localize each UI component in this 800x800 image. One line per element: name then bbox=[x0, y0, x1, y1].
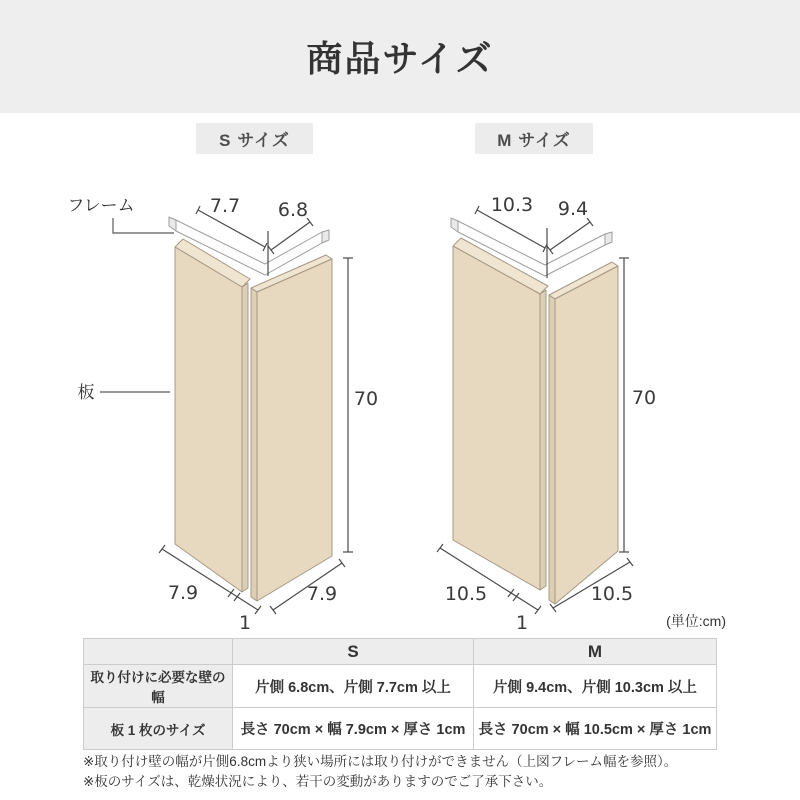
row-label-board-size: 板 1 枚のサイズ bbox=[84, 708, 233, 750]
tick bbox=[255, 606, 261, 614]
m-dim-bottom-right: 10.5 bbox=[590, 583, 634, 605]
cell-wall-width-s: 片側 6.8cm、片側 7.7cm 以上 bbox=[233, 665, 474, 708]
size-tag-s: S サイズ bbox=[196, 123, 313, 154]
unit-note: (単位:cm) bbox=[666, 613, 726, 629]
m-left-board-front-face bbox=[453, 246, 540, 590]
size-spec-table bbox=[83, 638, 717, 750]
m-left-board-edge-face bbox=[540, 290, 546, 590]
s-left-board-edge-face bbox=[242, 283, 248, 592]
s-right-board-edge-face bbox=[251, 288, 257, 601]
diagram-s bbox=[67, 195, 378, 634]
m-dim-top-right: 9.4 bbox=[557, 198, 589, 220]
m-dim-height: 70 bbox=[631, 387, 657, 409]
table-header-m: M bbox=[474, 639, 717, 665]
tick bbox=[475, 206, 479, 214]
table-header-row bbox=[84, 639, 717, 665]
footnotes bbox=[83, 752, 677, 792]
tick bbox=[437, 544, 443, 552]
tick bbox=[263, 243, 267, 251]
cell-wall-width-m: 片側 9.4cm、片側 10.3cm 以上 bbox=[474, 665, 717, 708]
tick bbox=[535, 606, 541, 614]
tick bbox=[196, 206, 200, 214]
footnote-1: ※取り付け壁の幅が片側6.8cmより狭い場所には取り付けができません（上図フレーム幅を参照）。 bbox=[83, 754, 678, 769]
m-frame-right-cap bbox=[605, 232, 612, 245]
tick bbox=[339, 559, 345, 567]
s-frame-left-cap bbox=[169, 217, 176, 231]
s-right-board-front-face bbox=[257, 259, 332, 601]
tick bbox=[270, 606, 276, 614]
page-title: 商品サイズ bbox=[306, 38, 494, 79]
diagram-m bbox=[437, 194, 656, 634]
s-left-board-front-face bbox=[175, 247, 242, 592]
s-board-label: 板 bbox=[77, 383, 95, 402]
table-corner-cell bbox=[84, 639, 233, 665]
table-row-board-size bbox=[84, 708, 717, 750]
s-dim-bottom-left: 7.9 bbox=[167, 582, 199, 604]
s-dim-height: 70 bbox=[353, 388, 379, 410]
tick bbox=[268, 246, 274, 254]
m-dim-bottom-left: 10.5 bbox=[444, 583, 488, 605]
s-dim-thickness: 1 bbox=[238, 612, 252, 634]
tick bbox=[550, 604, 556, 612]
m-dim-top-left: 10.3 bbox=[490, 194, 534, 216]
cell-board-size-m: 長さ 70cm × 幅 10.5cm × 厚さ 1cm bbox=[474, 708, 717, 750]
m-right-board-edge-face bbox=[549, 295, 555, 604]
tick bbox=[228, 589, 234, 597]
s-frame-right-cap bbox=[322, 230, 329, 243]
cell-board-size-s: 長さ 70cm × 幅 7.9cm × 厚さ 1cm bbox=[233, 708, 474, 750]
s-dim-top-right: 6.8 bbox=[277, 199, 309, 221]
s-frame-leader-line bbox=[113, 218, 174, 233]
s-dim-top-left: 7.7 bbox=[209, 195, 241, 217]
tick bbox=[234, 593, 240, 601]
tick bbox=[547, 246, 553, 254]
table-row-wall-width bbox=[84, 665, 717, 708]
m-dim-thickness: 1 bbox=[515, 612, 529, 634]
m-frame-left-cap bbox=[451, 218, 458, 232]
size-tag-m: M サイズ bbox=[475, 123, 593, 154]
table-header-s: S bbox=[233, 639, 474, 665]
tick bbox=[159, 545, 165, 553]
tick bbox=[627, 558, 633, 566]
s-dim-bottom-right: 7.9 bbox=[306, 583, 338, 605]
s-frame-label: フレーム bbox=[67, 196, 135, 215]
tick bbox=[508, 589, 514, 597]
row-label-wall-width: 取り付けに必要な壁の幅 bbox=[84, 665, 233, 708]
m-right-board-front-face bbox=[555, 266, 618, 604]
footnote-2: ※板のサイズは、乾燥状況により、若干の変動がありますのでご了承下さい。 bbox=[83, 774, 553, 789]
